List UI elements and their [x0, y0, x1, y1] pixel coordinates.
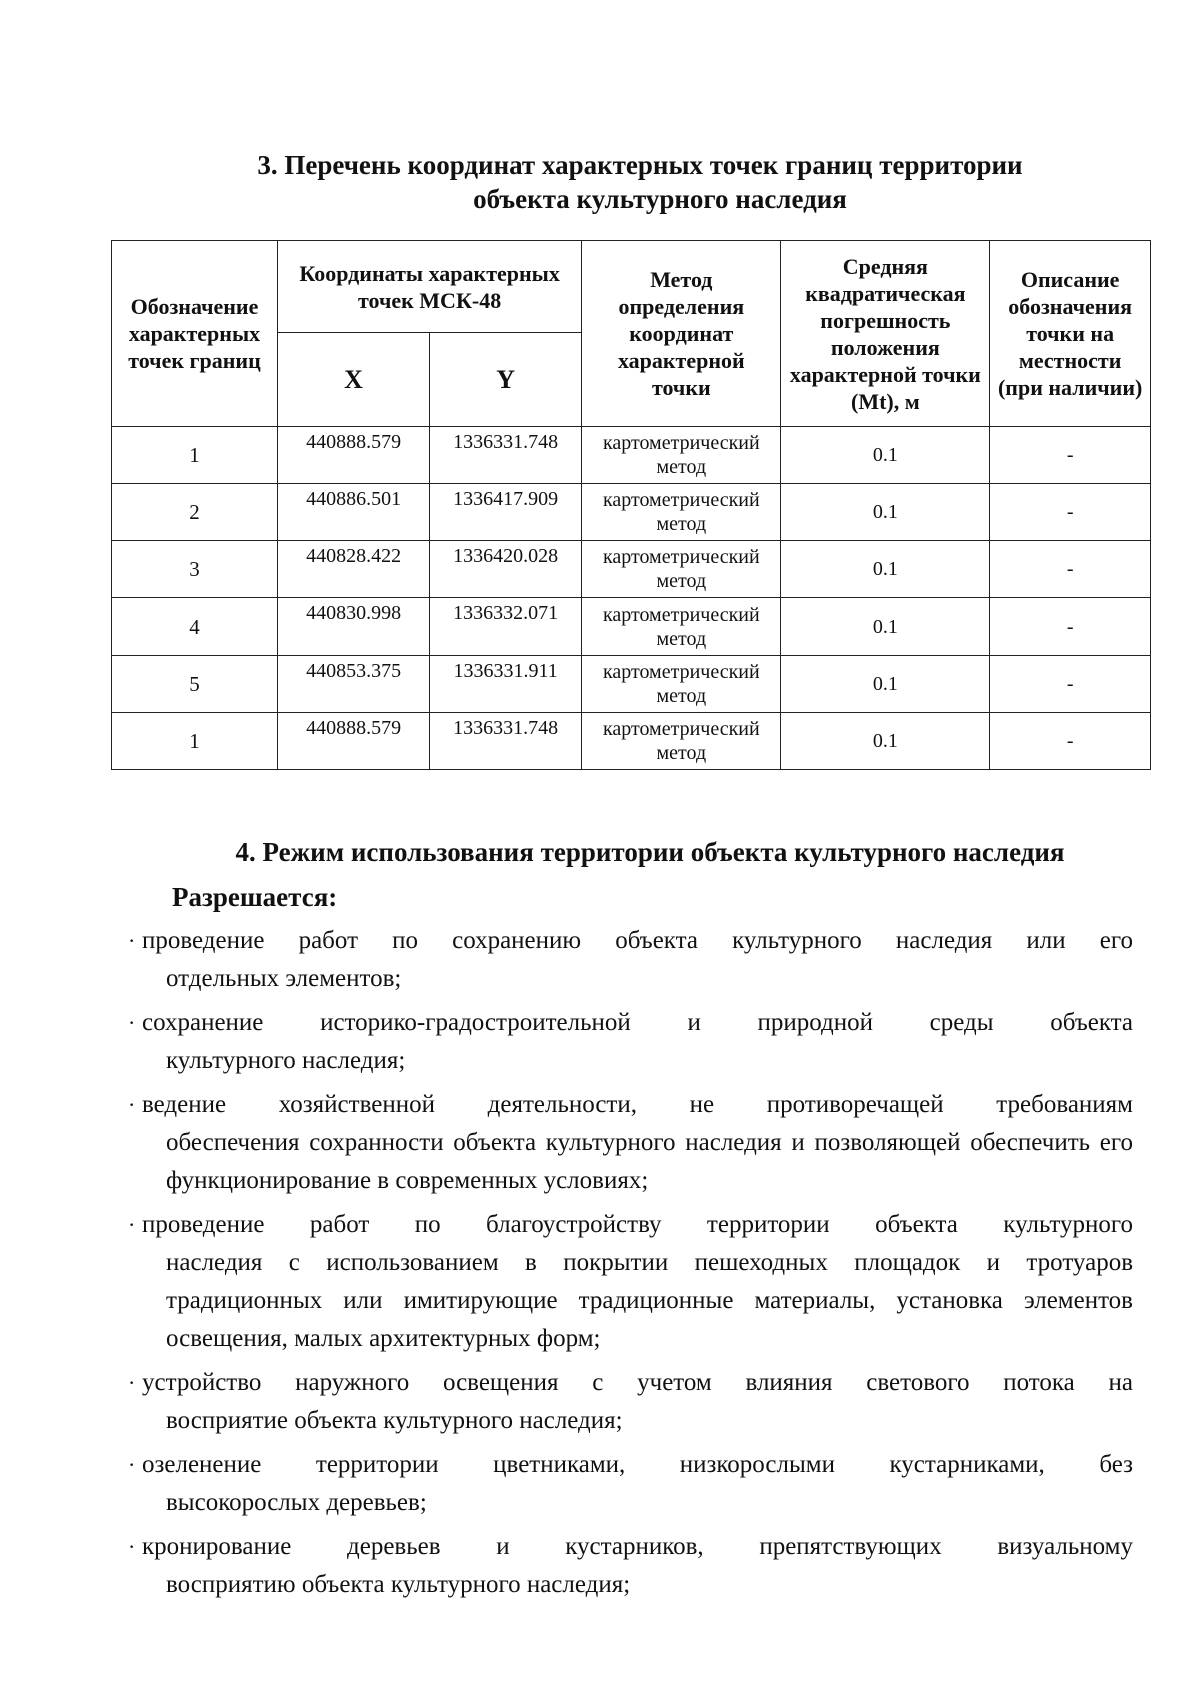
- header-description: Описание обозначения точки на местности (при наличии): [990, 241, 1151, 427]
- cell-description: -: [990, 598, 1151, 655]
- cell-point: 5: [112, 655, 278, 712]
- cell-x: 440830.998: [278, 598, 430, 655]
- list-item-first-line: сохранение историко-градостроительной и природной среды объекта: [142, 1009, 1133, 1036]
- list-item: [128, 1004, 1133, 1080]
- cell-method: картометрический метод: [582, 655, 781, 712]
- list-item-first-line: проведение работ по сохранению объекта культурного наследия или его: [142, 927, 1133, 954]
- cell-y: 1336420.028: [430, 541, 582, 598]
- table-row: [112, 598, 1151, 655]
- section-3-title-line-1: 3. Перечень координат характерных точек границ территории: [257, 150, 1023, 180]
- bullet-icon: ·: [128, 1370, 136, 1395]
- cell-point: 3: [112, 541, 278, 598]
- list-item-continuation: наследия с использованием в покрытии пешеходных площадок и тротуаров традиционных или имитирующие традиционные материалы, установка элементов освещения, малых архитектурных форм;: [166, 1249, 1133, 1352]
- cell-method: картометрический метод: [582, 427, 781, 484]
- list-item-first-line: кронирование деревьев и кустарников, препятствующих визуальному: [142, 1533, 1133, 1560]
- cell-y: 1336332.071: [430, 598, 582, 655]
- cell-description: -: [990, 655, 1151, 712]
- list-item-first-line: проведение работ по благоустройству территории объекта культурного: [142, 1211, 1133, 1238]
- section-3-title-line-2: объекта культурного наследия: [473, 184, 847, 214]
- list-item: [128, 922, 1133, 998]
- cell-error: 0.1: [781, 427, 990, 484]
- table-row: [112, 427, 1151, 484]
- cell-point: 1: [112, 712, 278, 769]
- cell-description: -: [990, 484, 1151, 541]
- header-x: X: [278, 333, 430, 427]
- header-coordinates-group: Координаты характерных точек МСК-48: [278, 241, 582, 333]
- cell-point: 4: [112, 598, 278, 655]
- list-item-continuation: культурного наследия;: [166, 1047, 406, 1074]
- table-body: [112, 427, 1151, 770]
- table-row: [112, 655, 1151, 712]
- list-item-continuation: восприятию объекта культурного наследия;: [166, 1571, 631, 1598]
- table-row: [112, 712, 1151, 769]
- list-item-first-line: ведение хозяйственной деятельности, не противоречащей требованиям: [142, 1091, 1133, 1118]
- allowed-list: [128, 922, 1133, 1610]
- section-4-title: 4. Режим использования территории объекта культурного наследия: [235, 837, 1065, 867]
- cell-point: 1: [112, 427, 278, 484]
- allowed-label: Разрешается:: [172, 882, 338, 912]
- table-row: [112, 484, 1151, 541]
- table-row: [112, 541, 1151, 598]
- list-item: [128, 1446, 1133, 1522]
- coordinates-table: [111, 240, 1151, 770]
- cell-y: 1336331.748: [430, 427, 582, 484]
- list-item-continuation: восприятие объекта культурного наследия;: [166, 1407, 623, 1434]
- list-item-continuation: отдельных элементов;: [166, 965, 402, 992]
- bullet-icon: ·: [128, 1534, 136, 1559]
- section-3-title: [120, 148, 1120, 216]
- list-item-continuation: обеспечения сохранности объекта культурного наследия и позволяющей обеспечить его функционирование в современных условиях;: [166, 1129, 1133, 1194]
- cell-y: 1336331.748: [430, 712, 582, 769]
- cell-x: 440853.375: [278, 655, 430, 712]
- cell-x: 440886.501: [278, 484, 430, 541]
- bullet-icon: ·: [128, 1452, 136, 1477]
- cell-error: 0.1: [781, 712, 990, 769]
- header-error: Средняя квадратическая погрешность положения характерной точки (Mt), м: [781, 241, 990, 427]
- cell-y: 1336417.909: [430, 484, 582, 541]
- cell-x: 440828.422: [278, 541, 430, 598]
- cell-description: -: [990, 541, 1151, 598]
- header-method: Метод определения координат характерной точки: [582, 241, 781, 427]
- cell-method: картометрический метод: [582, 484, 781, 541]
- cell-error: 0.1: [781, 484, 990, 541]
- cell-x: 440888.579: [278, 427, 430, 484]
- list-item-first-line: устройство наружного освещения с учетом влияния светового потока на: [142, 1369, 1133, 1396]
- bullet-icon: ·: [128, 1212, 136, 1237]
- cell-x: 440888.579: [278, 712, 430, 769]
- bullet-icon: ·: [128, 928, 136, 953]
- cell-error: 0.1: [781, 541, 990, 598]
- list-item: [128, 1086, 1133, 1200]
- list-item-continuation: высокорослых деревьев;: [166, 1489, 427, 1516]
- header-y: Y: [430, 333, 582, 427]
- cell-method: картометрический метод: [582, 598, 781, 655]
- list-item: [128, 1364, 1133, 1440]
- cell-y: 1336331.911: [430, 655, 582, 712]
- list-item: [128, 1206, 1133, 1358]
- bullet-icon: ·: [128, 1010, 136, 1035]
- cell-description: -: [990, 427, 1151, 484]
- cell-point: 2: [112, 484, 278, 541]
- cell-method: картометрический метод: [582, 541, 781, 598]
- list-item: [128, 1528, 1133, 1604]
- bullet-icon: ·: [128, 1092, 136, 1117]
- cell-description: -: [990, 712, 1151, 769]
- header-designation: Обозначение характерных точек границ: [112, 241, 278, 427]
- list-item-first-line: озеленение территории цветниками, низкорослыми кустарниками, без: [142, 1451, 1133, 1478]
- cell-error: 0.1: [781, 598, 990, 655]
- cell-method: картометрический метод: [582, 712, 781, 769]
- cell-error: 0.1: [781, 655, 990, 712]
